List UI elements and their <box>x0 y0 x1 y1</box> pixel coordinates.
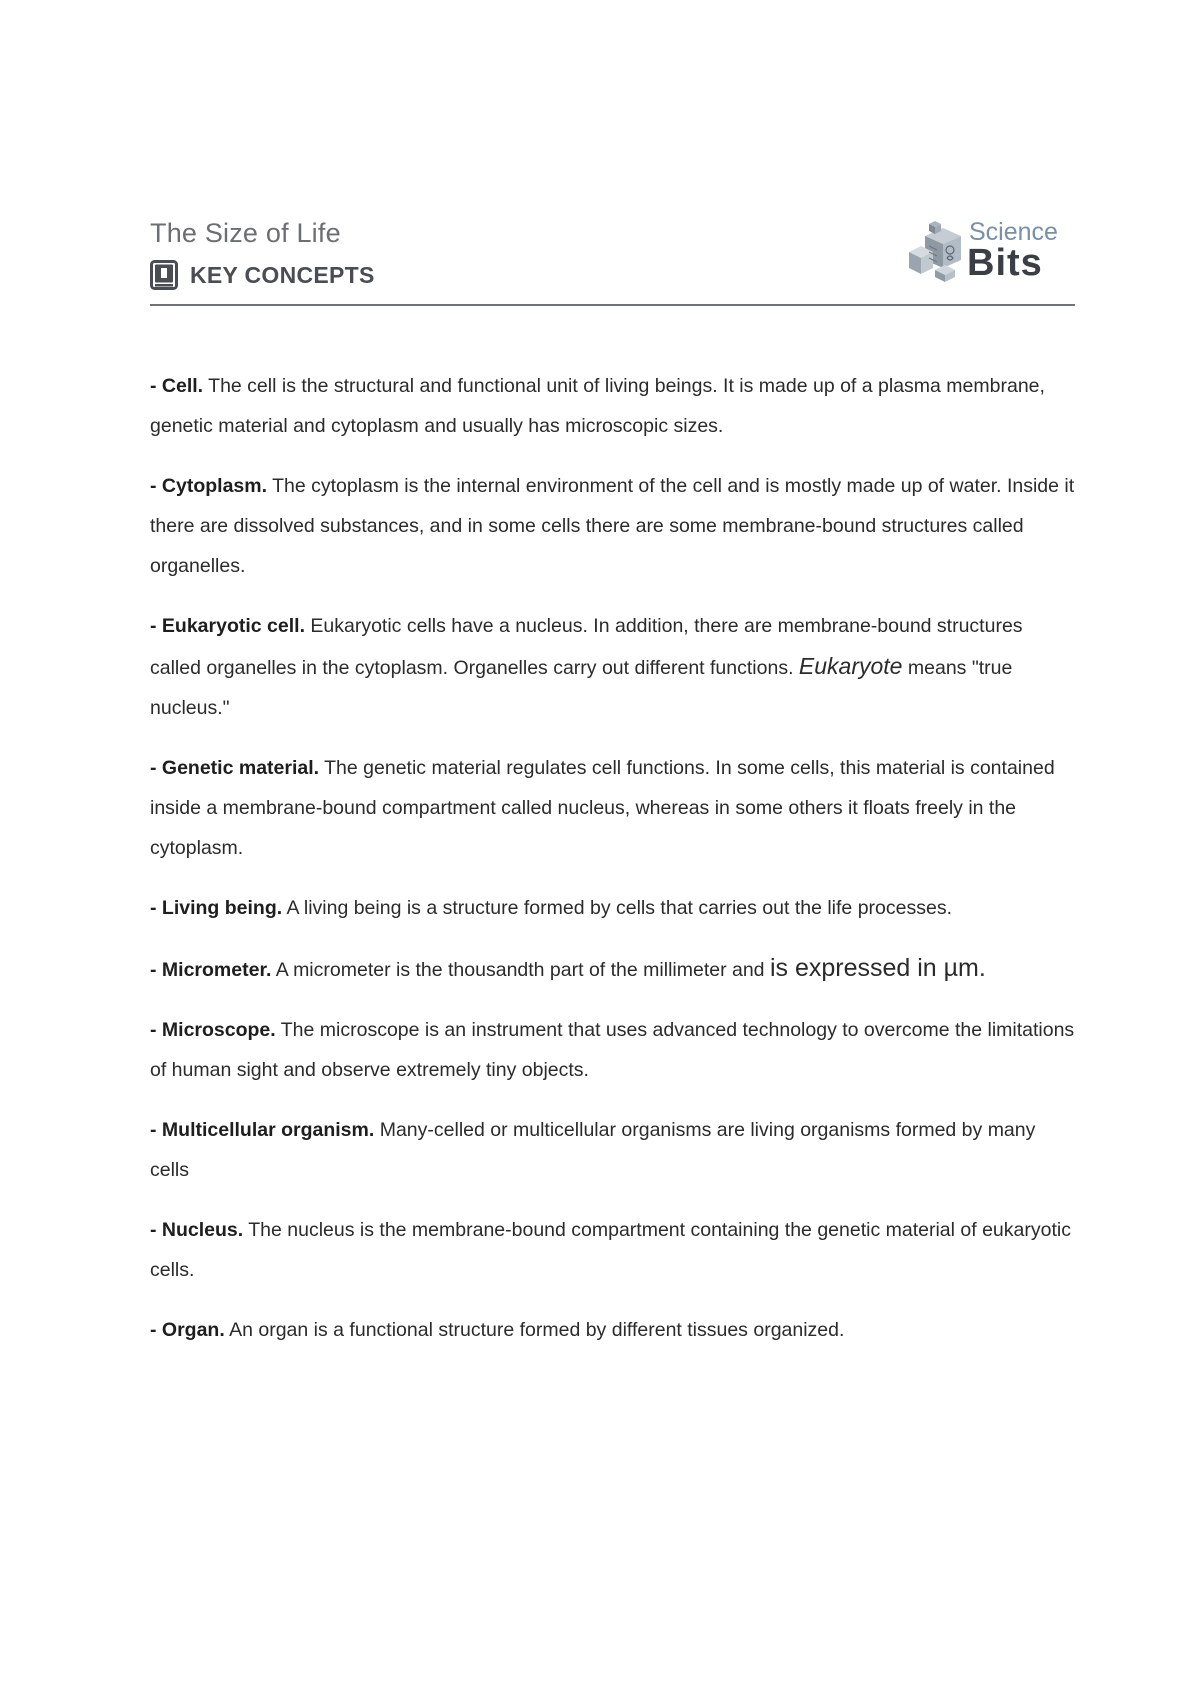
concept-list <box>150 366 1075 1370</box>
concept-term: - Living being. <box>150 897 283 919</box>
concept-micrometer <box>150 948 1075 990</box>
concept-term: - Multicellular organism. <box>150 1119 375 1141</box>
concept-microscope <box>150 1010 1075 1090</box>
concept-eukaryotic-cell <box>150 606 1075 728</box>
concept-term: - Organ. <box>150 1319 225 1341</box>
concept-term: - Nucleus. <box>150 1219 244 1241</box>
concept-multicellular-organism <box>150 1110 1075 1190</box>
logo-text-bits: Bits <box>967 242 1043 284</box>
cube-logo-icon <box>905 218 971 284</box>
concept-nucleus <box>150 1210 1075 1290</box>
concept-organ <box>150 1310 1075 1350</box>
concept-term: - Eukaryotic cell. <box>150 615 305 637</box>
concept-genetic-material <box>150 748 1075 868</box>
concept-term: - Cytoplasm. <box>150 475 268 497</box>
document-title: The Size of Life <box>150 218 341 248</box>
concept-definition: The cell is the structural and functional unit of living beings. It is made up of a plasma membrane, genetic material and cytoplasm and usually has microscopic sizes. <box>150 375 1045 437</box>
concept-cytoplasm <box>150 466 1075 586</box>
concept-definition: A micrometer is the thousandth part of the millimeter and <box>271 959 770 981</box>
science-bits-logo <box>905 214 1075 290</box>
concept-definition: The genetic material regulates cell functions. In some cells, this material is contained inside a membrane-bound compartment called nucleus, whereas in some others it floats freely in the cytoplasm. <box>150 757 1055 859</box>
concept-term: - Cell. <box>150 375 204 397</box>
concept-term: - Microscope. <box>150 1019 276 1041</box>
concept-living-being <box>150 888 1075 928</box>
concept-definition: An organ is a functional structure formed by different tissues organized. <box>224 1319 845 1341</box>
concept-cell <box>150 366 1075 446</box>
section-heading <box>150 258 375 292</box>
concept-definition: The microscope is an instrument that uses advanced technology to overcome the limitations of human sight and observe extremely tiny objects. <box>150 1019 1075 1081</box>
concept-definition: Many-celled or multicellular organisms are living organisms formed by many cells <box>150 1119 1036 1181</box>
concept-definition-tail: means "true nucleus." <box>150 657 1013 719</box>
concept-definition: The cytoplasm is the internal environment of the cell and is mostly made up of water. Inside it there are dissolved substances, and in some cells there are some membrane-bound structures called organelles. <box>150 475 1075 577</box>
concept-emphasis: Eukaryote <box>798 653 903 679</box>
concept-term: - Micrometer. <box>150 959 272 981</box>
section-label: KEY CONCEPTS <box>190 261 375 288</box>
logo-text-science: Science <box>969 218 1058 246</box>
concept-definition-large: is expressed in µm. <box>769 954 986 982</box>
page-header <box>150 214 1075 306</box>
header-divider <box>150 304 1075 306</box>
concept-definition: Eukaryotic cells have a nucleus. In addition, there are membrane-bound structures called organelles in the cytoplasm. Organelles carry out different functions. <box>150 615 1023 679</box>
book-icon <box>150 260 178 290</box>
concept-term: - Genetic material. <box>150 757 320 779</box>
concept-definition: A living being is a structure formed by cells that carries out the life processes. <box>282 897 952 919</box>
concept-definition: The nucleus is the membrane-bound compartment containing the genetic material of eukaryotic cells. <box>150 1219 1071 1281</box>
